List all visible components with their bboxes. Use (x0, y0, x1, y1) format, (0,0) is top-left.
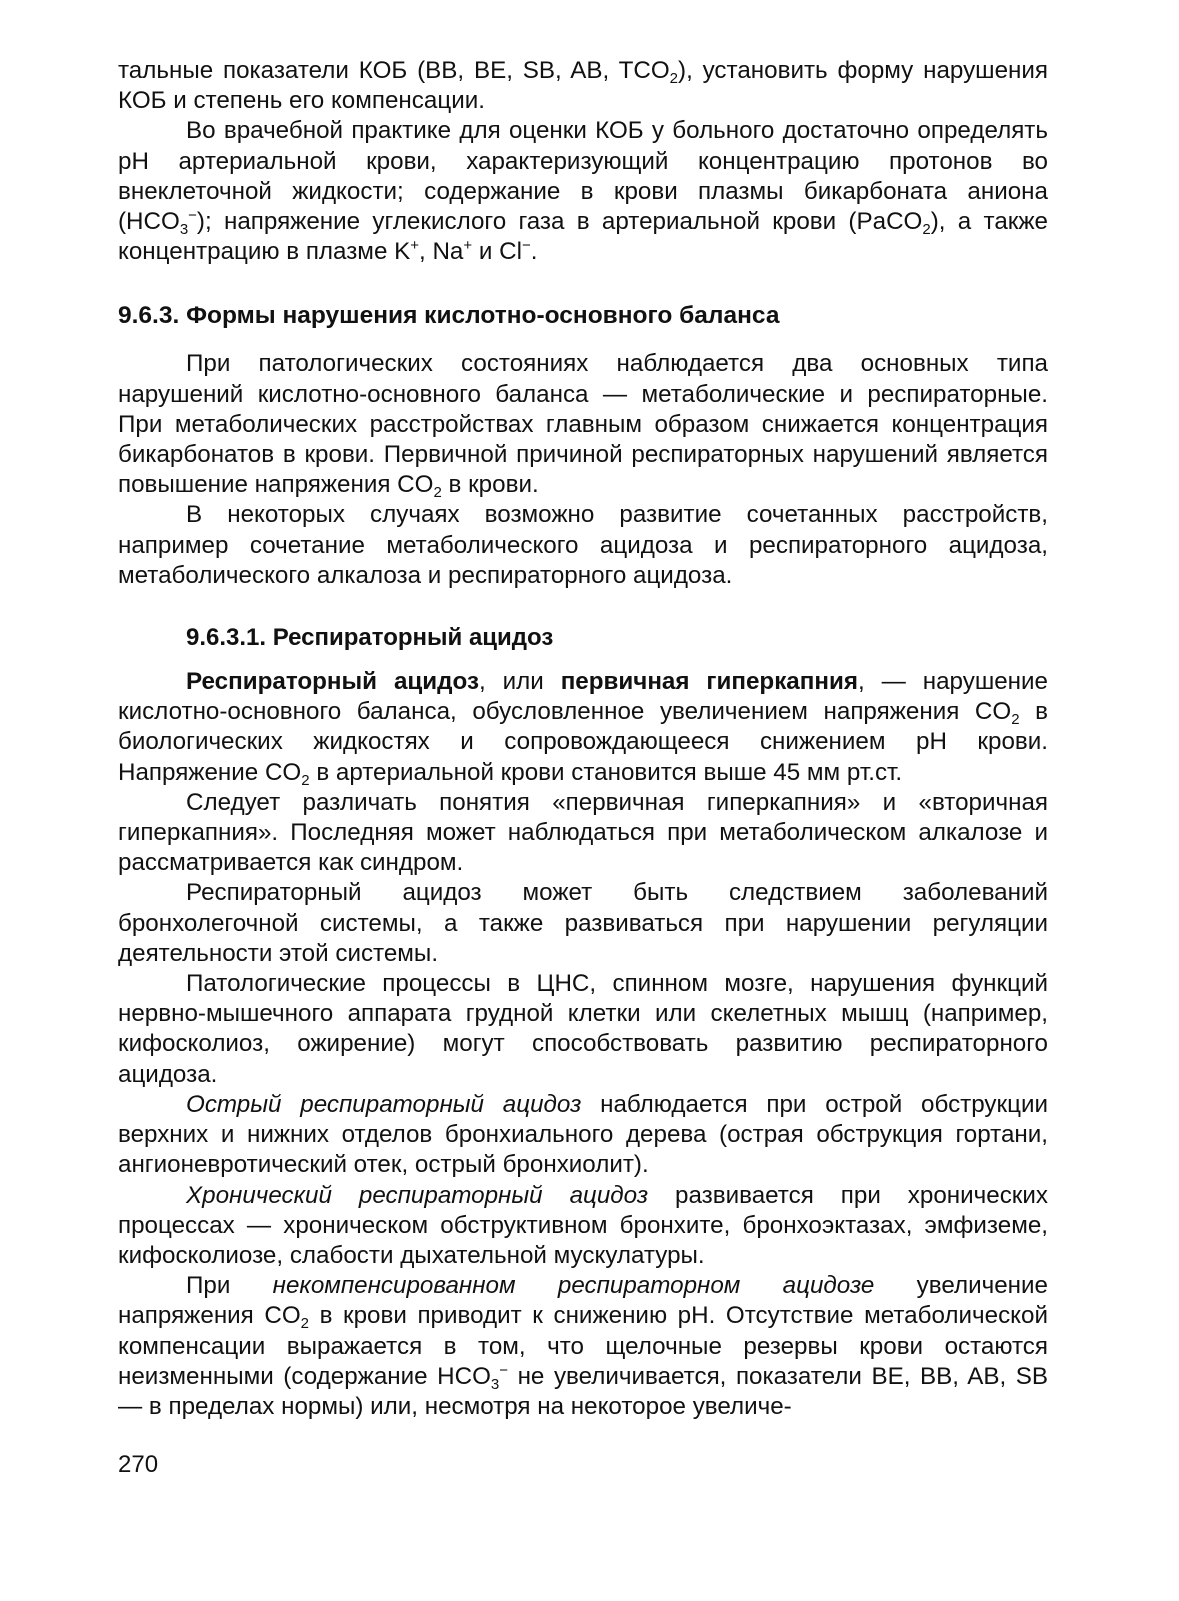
term-italic: Острый респираторный ацидоз (186, 1090, 582, 1118)
term-italic: некомпенсированном респираторном ацидозе (272, 1272, 875, 1300)
paragraph: При некомпенсированном респираторном ацидозе увеличение напряжения $CO_2$ в крови приводит к снижению pH. Отсутствие метаболической компенсации выражается в том, что щелочные резервы крови остаются неизменными (содержание $HCO_3^-$ не увеличивается, показатели BE, BB, AB, SB — в пределах нормы) или, несмотря на некоторое увеличе- (118, 1272, 1048, 1420)
paragraph: Острый респираторный ацидоз наблюдается при острой обструкции верхних и нижних отделов бронхиального дерева (острая обструкция гортани, ангионевротический отек, острый бронхиолит). (118, 1090, 1048, 1179)
page-number: 270 (118, 1451, 159, 1478)
paragraph: Во врачебной практике для оценки КОБ у больного достаточно определять pH артериальной крови, характеризующий концентрацию протонов во внеклеточной жидкости; содержание в крови плазмы бикарбоната аниона $(HCO_3^-)$; напряжение углекислого газа в артериальной крови (PaCO$_2$), а также концентрацию в плазме K+, Na+ и Cl−. (118, 117, 1048, 266)
paragraph: Следует различать понятия «первичная гиперкапния» и «вторичная гиперкапния». Последняя может наблюдаться при метаболическом алкалозе и рассматривается как синдром. (118, 788, 1048, 877)
page-body (118, 56, 1048, 1422)
paragraph: Респираторный ацидоз может быть следствием заболеваний бронхолегочной системы, а также развиваться при нарушении регуляции деятельности этой системы. (118, 879, 1048, 967)
paragraph: Хронический респираторный ацидоз развивается при хронических процессах — хроническом обструктивном бронхите, бронхоэктазах, эмфиземе, кифосколиозе, слабости дыхательной мускулатуры. (118, 1181, 1048, 1269)
paragraph: В некоторых случаях возможно развитие сочетанных расстройств, например сочетание метаболического ацидоза и респираторного ацидоза, метаболического алкалоза и респираторного ацидоза. (118, 501, 1048, 589)
subsection-heading: 9.6.3.1. Респираторный ацидоз (186, 624, 554, 652)
term-italic: Хронический респираторный ацидоз (186, 1181, 649, 1209)
term: первичная гиперкапния (560, 668, 858, 696)
paragraph: При патологических состояниях наблюдается два основных типа нарушений кислотно-основного баланса — метаболические и респираторные. При метаболических расстройствах главным образом снижается концентрация бикарбонатов в крови. Первичной причиной респираторных нарушений является повышение напряжения $CO_2$ в крови. (118, 350, 1048, 502)
paragraph: Респираторный ацидоз, или первичная гиперкапния, — нарушение кислотно-основного баланса, обусловленное увеличением напряжения $CO_2$ в биологических жидкостях и сопровождающееся снижением pH крови. Напряжение $CO_2$ в артериальной крови становится выше 45 мм рт.ст. (118, 668, 1048, 789)
term: Респираторный ацидоз (186, 668, 479, 696)
paragraph: тальные показатели КОБ (BB, BE, SB, AB, $TCO_2$), установить форму нарушения КОБ и степень его компенсации. (118, 57, 1048, 115)
section-heading: 9.6.3. Формы нарушения кислотно-основного баланса (118, 302, 780, 330)
paragraph: Патологические процессы в ЦНС, спинном мозге, нарушения функций нервно-мышечного аппарата грудной клетки или скелетных мышц (например, кифосколиоз, ожирение) могут способствовать развитию респираторного ацидоза. (118, 970, 1048, 1088)
